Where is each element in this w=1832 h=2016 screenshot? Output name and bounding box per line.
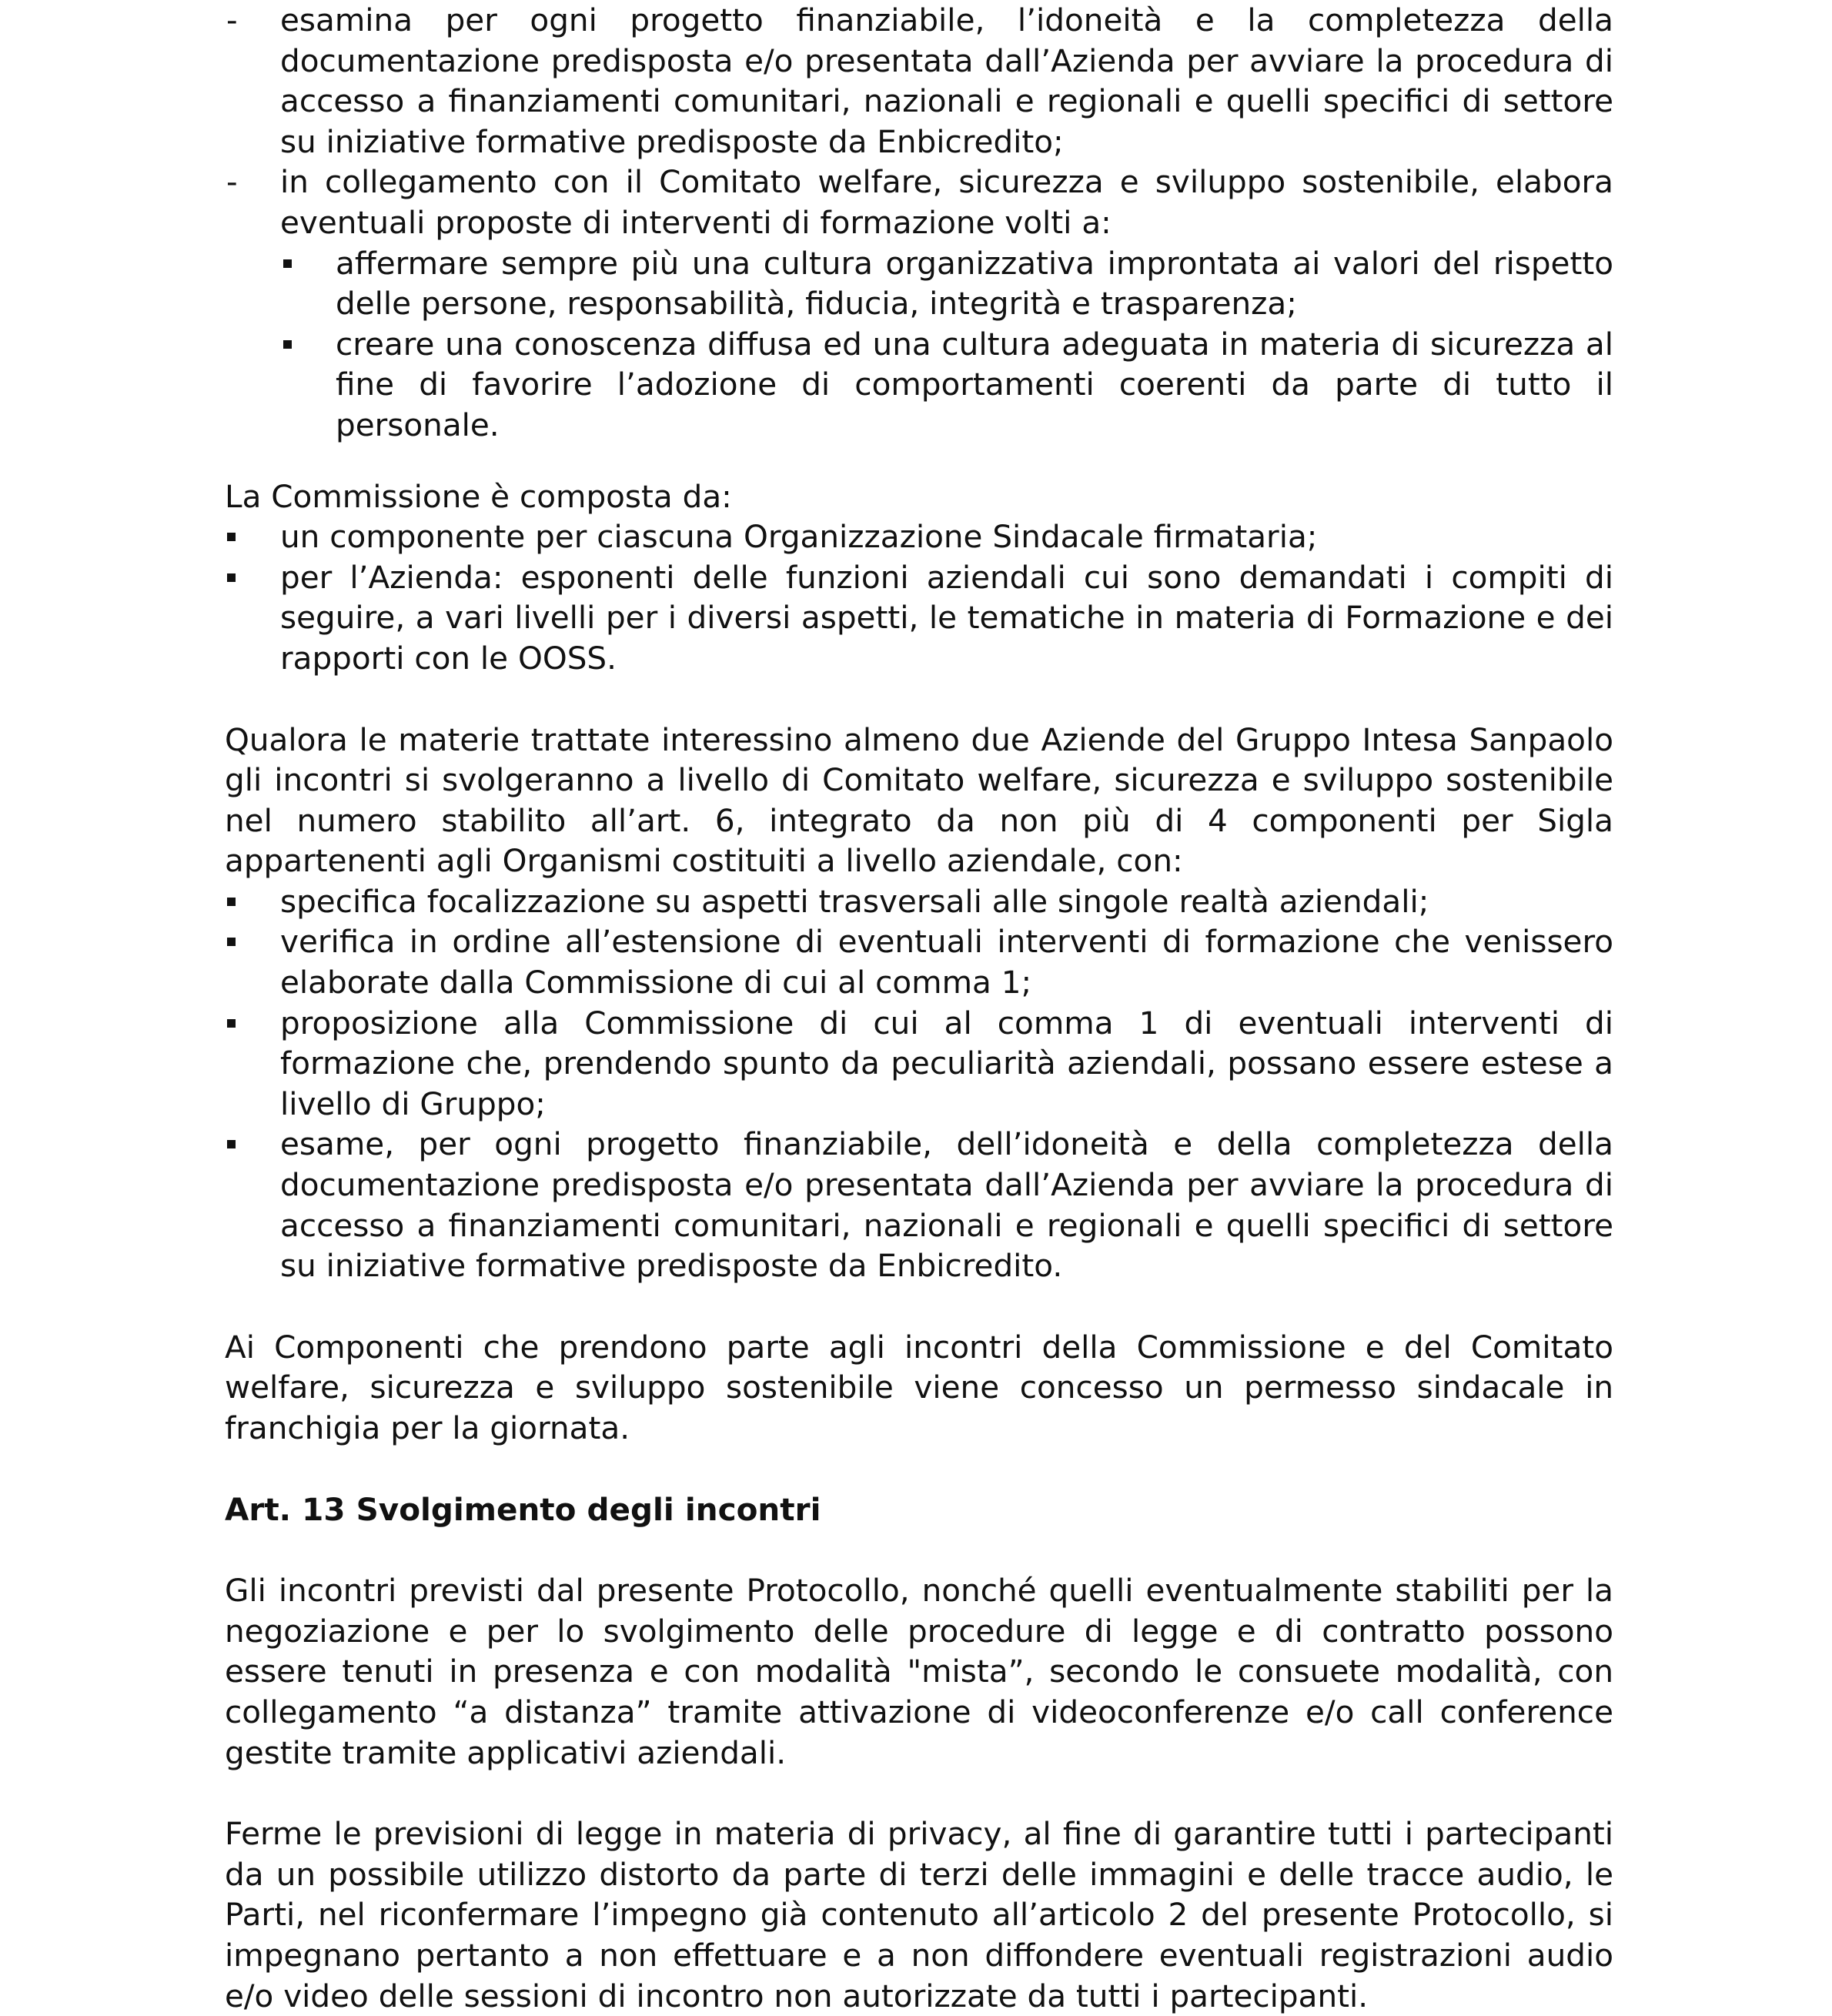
group-meetings-item: verifica in ordine all’estensione di eventuali interventi di formazione che venissero elaborate dalla Commissione di cui al comma 1; [225,921,1613,1002]
training-goal-item: affermare sempre più una cultura organizzativa improntata ai valori del rispetto delle persone, responsabilità, fiducia, integrità e trasparenza; [280,243,1613,324]
group-meetings-item: specifica focalizzazione su aspetti trasversali alle singole realtà aziendali; [225,881,1613,922]
composition-item: per l’Azienda: esponenti delle funzioni aziendali cui sono demandati i compiti di seguire, a vari livelli per i diversi aspetti, le tematiche in materia di Formazione e dei rapporti con le OOSS. [225,557,1613,679]
group-meetings-intro: Qualora le materie trattate interessino almeno due Aziende del Gruppo Intesa Sanpaolo gli incontri si svolgeranno a livello di Comitato welfare, sicurezza e sviluppo sostenibile nel numero stabilito all’art. 6, integrato da non più di 4 componenti per Sigla appartenenti agli Organismi costituiti a livello aziendale, con: [225,720,1613,880]
composition-intro: La Commissione è composta da: [225,477,732,515]
group-meetings-item: esame, per ogni progetto finanziabile, dell’idoneità e della completezza della documentazione predisposta e/o presentata dall’Azienda per avviare la procedura di accesso a finanziamenti comunitari, nazionali e regionali e quelli specifici di settore su iniziative formative predisposte da Enbicredito. [225,1124,1613,1285]
article-paragraph: Gli incontri previsti dal presente Protocollo, nonché quelli eventualmente stabiliti per la negoziazione e per lo svolgimento delle procedure di legge e di contratto possono essere tenuti in presenza e con modalità "mista”, secondo le consuete modalità, con collegamento “a distanza” tramite attivazione di videoconferenze e/o call conference gestite tramite applicativi aziendali. [225,1572,1613,1771]
article-heading: Art. 13 Svolgimento degli incontri [225,1490,821,1528]
training-goal-item: creare una conoscenza diffusa ed una cultura adeguata in materia di sicurezza al fine di favorire l’adozione di comportamenti coerenti da parte di tutto il personale. [280,324,1613,446]
group-meetings-list [225,881,1613,1286]
dash-list [225,0,1613,446]
training-goals-list [280,243,1613,446]
article-paragraph: Ferme le previsioni di legge in materia di privacy, al fine di garantire tutti i partecipanti da un possibile utilizzo distorto da parte di terzi delle immagini e delle tracce audio, le Parti, nel riconfermare l’impegno già contenuto all’articolo 2 del presente Protocollo, si impegnano pertanto a non effettuare e a non diffondere eventuali registrazioni audio e/o video delle sessioni di incontro non autorizzate da tutti i partecipanti. [225,1815,1613,2014]
composition-item: un componente per ciascuna Organizzazione Sindacale firmataria; [225,517,1613,557]
document-body [225,0,1613,2016]
dash-list-item-text: in collegamento con il Comitato welfare, sicurezza e sviluppo sostenibile, elabora eventuali proposte di interventi di formazione volti a: [280,163,1613,241]
dash-list-item [225,162,1613,445]
composition-list [225,517,1613,678]
group-meetings-item: proposizione alla Commissione di cui al comma 1 di eventuali interventi di formazione che, prendendo spunto da peculiarità aziendali, possano essere estese a livello di Gruppo; [225,1003,1613,1125]
permit-paragraph: Ai Componenti che prendono parte agli incontri della Commissione e del Comitato welfare, sicurezza e sviluppo sostenibile viene concesso un permesso sindacale in franchigia per la giornata. [225,1328,1613,1446]
dash-list-item: - esamina per ogni progetto finanziabile, l’idoneità e la completezza della documentazione predisposta e/o presentata dall’Azienda per avviare la procedura di accesso a finanziamenti comunitari, nazionali e regionali e quelli specifici di settore su iniziative formative predisposte da Enbicredito; [225,0,1613,162]
